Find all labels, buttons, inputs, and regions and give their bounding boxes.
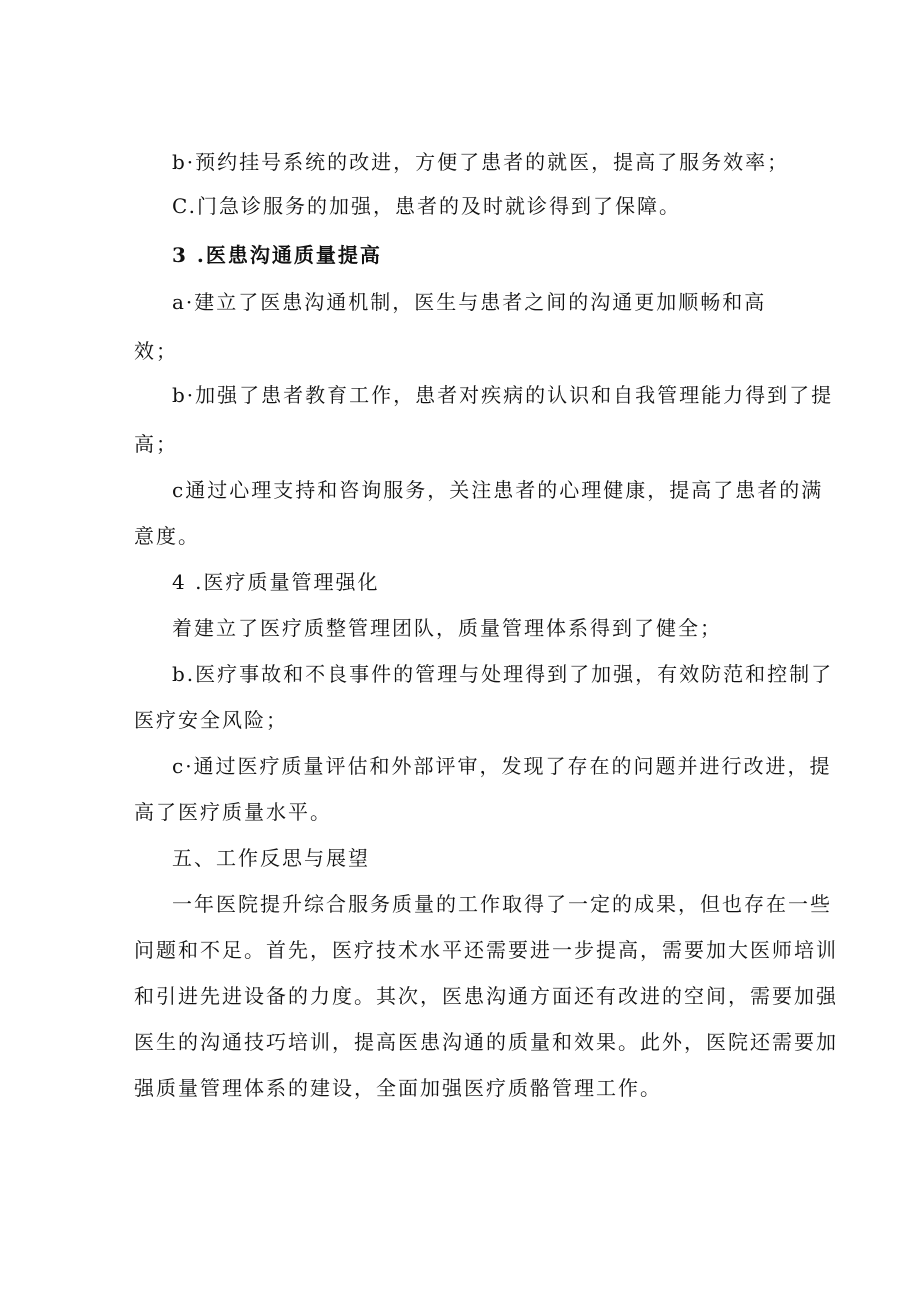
section4-item-b-line2: 医疗安全风险； xyxy=(134,708,288,732)
section5-para-line5: 强质量管理体系的建设，全面加强医疗质骼管理工作。 xyxy=(134,1076,662,1100)
section3-item-c-line2: 意度。 xyxy=(134,524,200,548)
section4-item-a-line1: 着建立了医疗质整管理团队，质量管理体系得到了健全； xyxy=(172,616,722,640)
section5-heading: 五、工作反思与展望 xyxy=(172,846,370,870)
section3-item-b-line2: 高； xyxy=(134,432,178,456)
item-c-emergency: C.门急诊服务的加强，患者的及时就诊得到了保障。 xyxy=(172,194,681,218)
section3-item-a-line1: a·建立了医患沟通机制，医生与患者之间的沟通更加顺畅和高 xyxy=(172,290,767,314)
section4-heading: 4 .医疗质量管理强化 xyxy=(172,570,380,594)
section5-para-line4: 医生的沟通技巧培训，提高医患沟通的质量和效果。此外，医院还需要加 xyxy=(134,1030,838,1054)
section3-item-a-line2: 效； xyxy=(134,339,178,363)
section3-item-c-line1: c通过心理支持和咨询服务，关注患者的心理健康，提高了患者的满 xyxy=(172,478,824,502)
section3-heading: 3 .医患沟通质量提高 xyxy=(172,243,382,267)
section5-para-line2: 问题和不足。首先，医疗技术水平还需要进一步提高，需要加大医师培训 xyxy=(134,938,838,962)
item-b-appointment: b·预约挂号系统的改进，方便了患者的就医，提高了服务效率； xyxy=(172,150,790,174)
section4-item-c-line1: c·通过医疗质量评估和外部评审，发现了存在的问题并进行改进，提 xyxy=(172,754,832,778)
section4-item-c-line2: 高了医疗质量水平。 xyxy=(134,800,332,824)
section3-item-b-line1: b·加强了患者教育工作，患者对疾病的认识和自我管理能力得到了提 xyxy=(172,383,834,407)
section4-item-b-line1: b.医疗事故和不良事件的管理与处理得到了加强，有效防范和控制了 xyxy=(172,662,834,686)
section5-para-line3: 和引进先进设备的力度。其次，医患沟通方面还有改进的空间，需要加强 xyxy=(134,984,838,1008)
section5-para-line1: 一年医院提升综合服务质量的工作取得了一定的成果，但也存在一些 xyxy=(172,892,832,916)
